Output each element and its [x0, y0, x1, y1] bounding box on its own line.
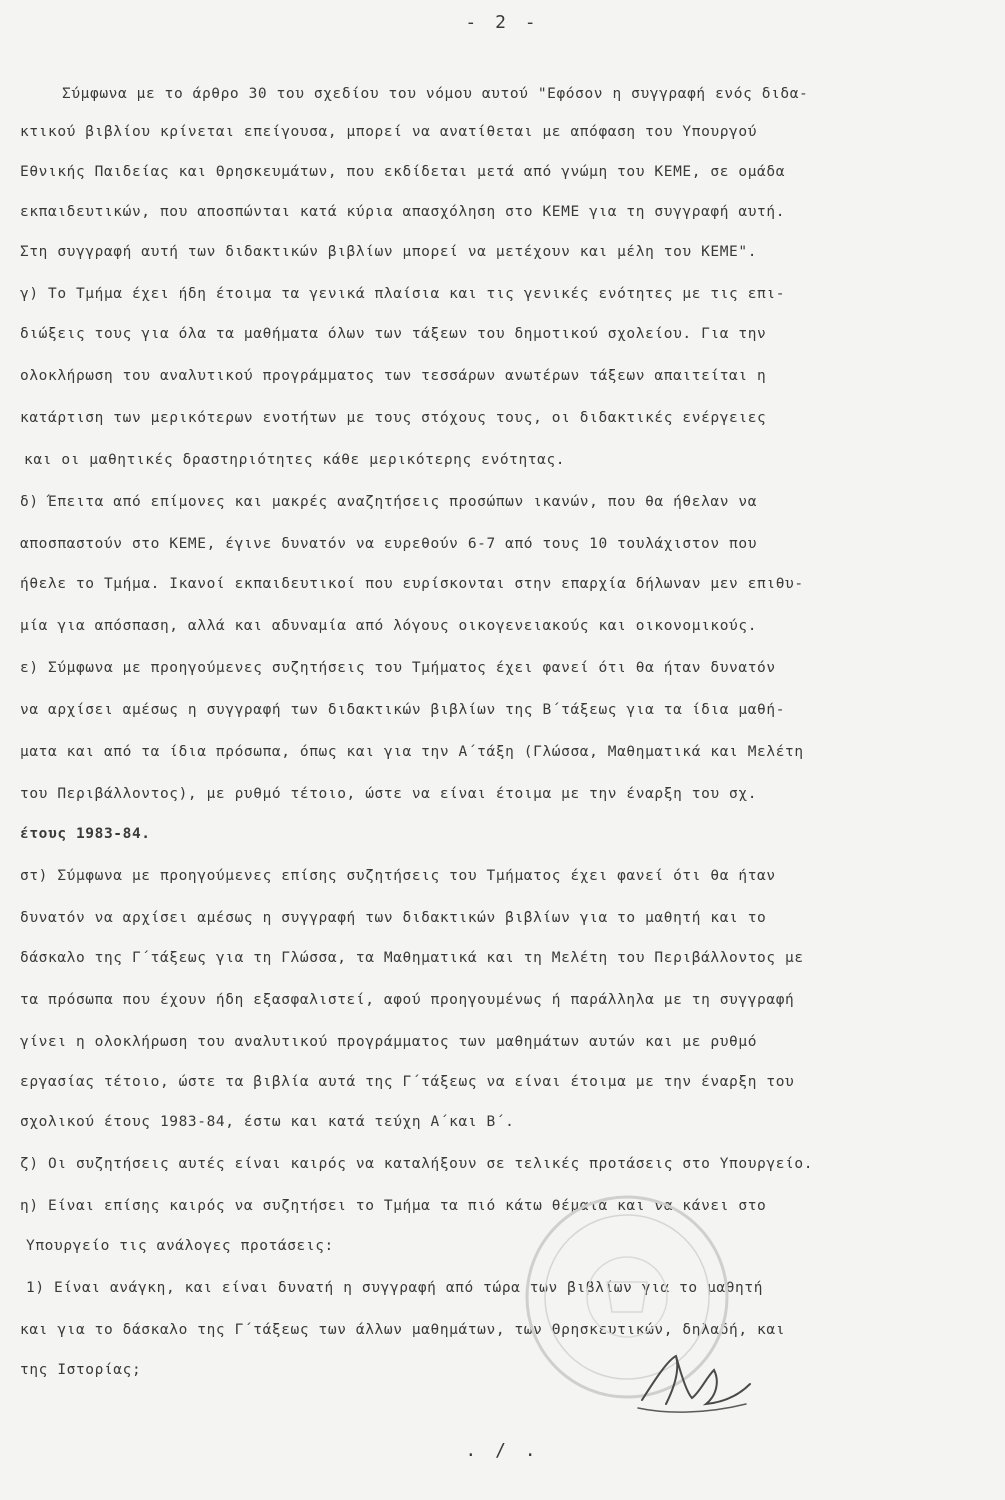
text-line: να αρχίσει αμέσως η συγγραφή των διδακτικών βιβλίων της Β΄τάξεως για τα ίδια μαθή-: [20, 702, 786, 718]
text-line: Στη συγγραφή αυτή των διδακτικών βιβλίων μπορεί να μετέχουν και μέλη του ΚΕΜΕ".: [20, 244, 758, 260]
text-line: της Ιστορίας;: [20, 1362, 142, 1378]
text-line: αποσπαστούν στο ΚΕΜΕ, έγινε δυνατόν να ευρεθούν 6-7 από τους 10 τουλάχιστον που: [20, 536, 758, 552]
text-line: 1) Είναι ανάγκη, και είναι δυνατή η συγγραφή από τώρα των βιβλίων για το μαθητή: [26, 1280, 764, 1296]
text-line: ματα και από τα ίδια πρόσωπα, όπως και για την Α΄τάξη (Γλώσσα, Μαθηματικά και Μελέτη: [20, 744, 804, 760]
text-line: γ) Το Τμήμα έχει ήδη έτοιμα τα γενικά πλαίσια και τις γενικές ενότητες με τις επι-: [20, 286, 786, 302]
text-line: μία για απόσπαση, αλλά και αδυναμία από λόγους οικογενειακούς και οικονομικούς.: [20, 618, 758, 634]
continuation-mark: . / .: [465, 1440, 540, 1461]
text-line: εργασίας τέτοιο, ώστε τα βιβλία αυτά της Γ΄τάξεως να είναι έτοιμα με την έναρξη του: [20, 1074, 795, 1090]
text-line: δάσκαλο της Γ΄τάξεως για τη Γλώσσα, τα Μαθηματικά και τη Μελέτη του Περιβάλλοντος με: [20, 950, 804, 966]
text-line: και οι μαθητικές δραστηριότητες κάθε μερικότερης ενότητας.: [24, 452, 566, 468]
text-line: η) Είναι επίσης καιρός να συζητήσει το Τμήμα τα πιό κάτω θέματα και να κάνει στο: [20, 1198, 767, 1214]
text-line: γίνει η ολοκλήρωση του αναλυτικού προγράμματος των μαθημάτων αυτών και με ρυθμό: [20, 1034, 758, 1050]
text-line: ε) Σύμφωνα με προηγούμενες συζητήσεις του Τμήματος έχει φανεί ότι θα ήταν δυνατόν: [20, 660, 776, 676]
text-line: έτους 1983-84.: [20, 826, 151, 842]
text-line: ήθελε το Τμήμα. Ικανοί εκπαιδευτικοί που ευρίσκονται στην επαρχία δήλωναν μεν επιθυ-: [20, 576, 804, 592]
text-line: Εθνικής Παιδείας και Θρησκευμάτων, που εκδίδεται μετά από γνώμη του ΚΕΜΕ, σε ομάδα: [20, 164, 786, 180]
text-line: τα πρόσωπα που έχουν ήδη εξασφαλιστεί, αφού προηγουμένως ή παράλληλα με τη συγγραφή: [20, 992, 795, 1008]
text-line: κατάρτιση των μερικότερων ενοτήτων με τους στόχους τους, οι διδακτικές ενέργειες: [20, 410, 767, 426]
handwritten-signature: [636, 1348, 756, 1418]
text-line: στ) Σύμφωνα με προηγούμενες επίσης συζητήσεις του Τμήματος έχει φανεί ότι θα ήταν: [20, 868, 776, 884]
text-line: ζ) Οι συζητήσεις αυτές είναι καιρός να καταλήξουν σε τελικές προτάσεις στο Υπουργείο.: [20, 1156, 814, 1172]
text-line: ολοκλήρωση του αναλυτικού προγράμματος των τεσσάρων ανωτέρων τάξεων απαιτείται η: [20, 368, 767, 384]
text-line: δ) Έπειτα από επίμονες και μακρές αναζητήσεις προσώπων ικανών, που θα ήθελαν να: [20, 494, 758, 510]
text-line: σχολικού έτους 1983-84, έστω και κατά τεύχη Α΄και Β΄.: [20, 1114, 515, 1130]
text-line: και για το δάσκαλο της Γ΄τάξεως των άλλων μαθημάτων, των Θρησκευτικών, δηλαδή, και: [20, 1322, 786, 1338]
text-line: κτικού βιβλίου κρίνεται επείγουσα, μπορεί να ανατίθεται με απόφαση του Υπουργού: [20, 124, 758, 140]
text-line: Υπουργείο τις ανάλογες προτάσεις:: [26, 1238, 334, 1254]
text-line: διώξεις τους για όλα τα μαθήματα όλων των τάξεων του δημοτικού σχολείου. Για την: [20, 326, 767, 342]
text-line: εκπαιδευτικών, που αποσπώνται κατά κύρια απασχόληση στο ΚΕΜΕ για τη συγγραφή αυτή.: [20, 204, 786, 220]
text-line: του Περιβάλλοντος), με ρυθμό τέτοιο, ώστε να είναι έτοιμα με την έναρξη του σχ.: [20, 786, 758, 802]
text-line: Σύμφωνα με το άρθρο 30 του σχεδίου του νόμου αυτού "Εφόσον η συγγραφή ενός διδα-: [62, 86, 809, 102]
text-line: δυνατόν να αρχίσει αμέσως η συγγραφή των διδακτικών βιβλίων για το μαθητή και το: [20, 910, 767, 926]
page-number: - 2 -: [465, 12, 540, 33]
